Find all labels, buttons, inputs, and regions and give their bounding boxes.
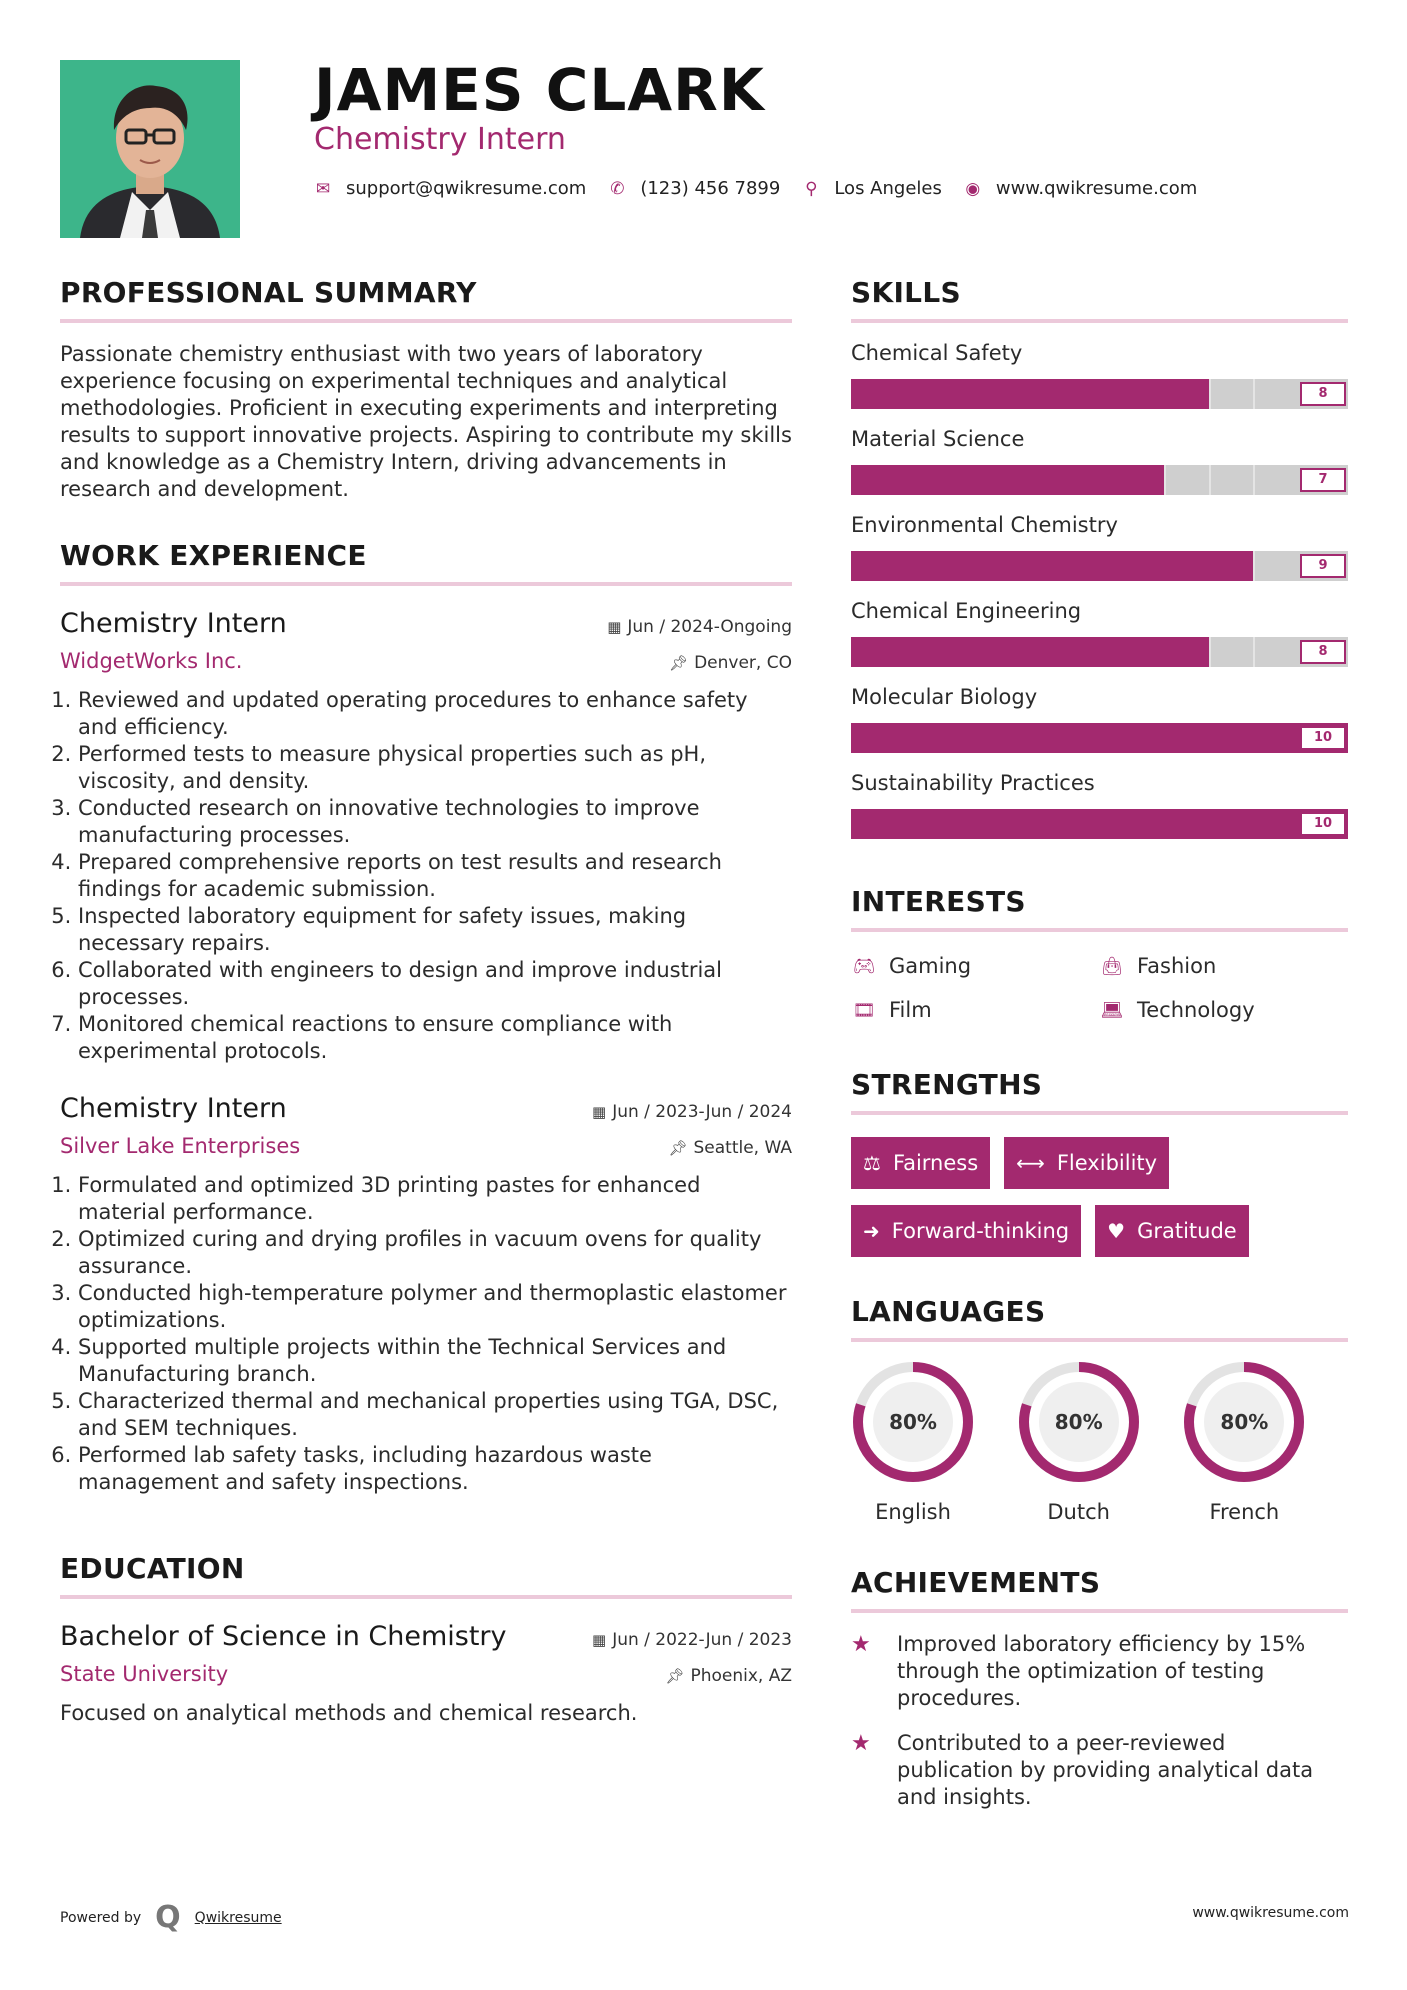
language-percent: 80% bbox=[1220, 1410, 1269, 1434]
job-company: WidgetWorks Inc. bbox=[60, 649, 243, 673]
skill-bar-segment bbox=[1119, 637, 1121, 667]
job-location-text: Seattle, WA bbox=[693, 1138, 792, 1158]
interest-label: Gaming bbox=[889, 954, 972, 978]
skill-bar-segment bbox=[1119, 465, 1121, 495]
skill-bar-segment bbox=[940, 379, 942, 409]
left-column bbox=[60, 276, 792, 1727]
skill-bar-segment bbox=[1209, 723, 1211, 753]
globe-icon: ◉ bbox=[965, 178, 981, 199]
skill-bar-segment bbox=[1075, 465, 1077, 495]
languages-list bbox=[851, 1360, 1348, 1524]
skill-bar-segment bbox=[1164, 637, 1166, 667]
skill-bar-segment bbox=[1164, 465, 1166, 495]
achievement-item bbox=[851, 1730, 1348, 1811]
education-heading: EDUCATION bbox=[60, 1552, 245, 1585]
skill-bar-segment bbox=[1075, 637, 1077, 667]
interests-heading: INTERESTS bbox=[851, 885, 1026, 918]
skill-bar-fill bbox=[851, 551, 1253, 581]
powered-by-label: Powered by bbox=[60, 1909, 142, 1926]
skill-bar-segment bbox=[1253, 551, 1255, 581]
skill-bar-segment bbox=[896, 379, 898, 409]
skill-bar-segment bbox=[940, 723, 942, 753]
skill-bar-segment bbox=[1119, 809, 1121, 839]
contact-phone[interactable]: (123) 456 7899 bbox=[640, 178, 781, 199]
strength-label: Fairness bbox=[892, 1151, 979, 1175]
qwikresume-logo-icon: Q bbox=[155, 1900, 181, 1935]
skill-bar-segment bbox=[985, 723, 987, 753]
list-item: 7. Monitored chemical reactions to ensure compliance with experimental protocols. bbox=[78, 1011, 792, 1065]
section-divider bbox=[60, 1595, 792, 1599]
job-location-text: Denver, CO bbox=[694, 653, 792, 673]
achievement-text: Improved laboratory efficiency by 15% through the optimization of testing procedures. bbox=[897, 1632, 1306, 1710]
interest-label: Technology bbox=[1137, 998, 1255, 1022]
skill-item bbox=[851, 599, 1348, 667]
job-date-text: Jun / 2023-Jun / 2024 bbox=[612, 1102, 792, 1122]
strength-badge bbox=[851, 1205, 1081, 1257]
section-divider bbox=[851, 928, 1348, 932]
language-ring bbox=[1017, 1360, 1141, 1484]
skill-bar-segment bbox=[1030, 379, 1032, 409]
list-item: 2. Optimized curing and drying profiles in vacuum ovens for quality assurance. bbox=[78, 1226, 792, 1280]
balance-scale-icon: ⚖ bbox=[863, 1151, 881, 1175]
skill-bar-segment bbox=[940, 465, 942, 495]
list-item: 5. Characterized thermal and mechanical properties using TGA, DSC, and SEM techniques. bbox=[78, 1388, 792, 1442]
degree-title: Bachelor of Science in Chemistry bbox=[60, 1621, 507, 1652]
skill-bar bbox=[851, 809, 1348, 839]
pushpin-icon: 📌︎ bbox=[668, 1139, 688, 1157]
shopping-bag-icon: 👜︎ bbox=[1100, 955, 1124, 977]
candidate-name: JAMES CLARK bbox=[314, 56, 765, 124]
job-date bbox=[607, 617, 792, 637]
phone-icon: ✆ bbox=[610, 178, 625, 199]
skill-bar-segment bbox=[896, 551, 898, 581]
skill-bar bbox=[851, 465, 1348, 495]
footer-powered-by bbox=[60, 1900, 282, 1935]
education-location bbox=[665, 1666, 792, 1686]
education-location-text: Phoenix, AZ bbox=[690, 1666, 792, 1686]
skill-bar bbox=[851, 379, 1348, 409]
skill-value: 9 bbox=[1300, 554, 1346, 578]
list-item: 4. Supported multiple projects within the Technical Services and Manufacturing branch. bbox=[78, 1334, 792, 1388]
strengths-heading: STRENGTHS bbox=[851, 1068, 1043, 1101]
skill-value: 7 bbox=[1300, 468, 1346, 492]
skill-bar-segment bbox=[1209, 379, 1211, 409]
skill-bar-segment bbox=[1119, 551, 1121, 581]
right-column bbox=[851, 276, 1348, 1811]
experience-heading: WORK EXPERIENCE bbox=[60, 539, 367, 572]
skill-bar-segment bbox=[1164, 379, 1166, 409]
skill-bar-segment bbox=[940, 551, 942, 581]
education-date bbox=[592, 1630, 792, 1650]
achievements-heading: ACHIEVEMENTS bbox=[851, 1566, 1101, 1599]
skill-item bbox=[851, 771, 1348, 839]
brand-link[interactable]: Qwikresume bbox=[194, 1909, 282, 1926]
contact-email[interactable]: support@qwikresume.com bbox=[346, 178, 587, 199]
skill-bar-segment bbox=[1253, 809, 1255, 839]
skill-bar-segment bbox=[1209, 809, 1211, 839]
section-divider bbox=[851, 1338, 1348, 1342]
list-item: 5. Inspected laboratory equipment for safety issues, making necessary repairs. bbox=[78, 903, 792, 957]
skill-bar-segment bbox=[896, 637, 898, 667]
heart-icon: ♥ bbox=[1107, 1219, 1126, 1243]
skill-bar bbox=[851, 551, 1348, 581]
contact-website[interactable]: www.qwikresume.com bbox=[995, 178, 1198, 199]
skill-bar-fill bbox=[851, 723, 1348, 753]
skill-bar-segment bbox=[985, 379, 987, 409]
language-name: Dutch bbox=[1047, 1500, 1110, 1524]
skill-bar-segment bbox=[1075, 379, 1077, 409]
summary-section bbox=[60, 276, 792, 503]
footer-url[interactable]: www.qwikresume.com bbox=[1192, 1905, 1349, 1921]
skill-bar-segment bbox=[1075, 551, 1077, 581]
languages-heading: LANGUAGES bbox=[851, 1295, 1046, 1328]
languages-section bbox=[851, 1295, 1348, 1524]
skill-bar-segment bbox=[1164, 809, 1166, 839]
skills-list bbox=[851, 341, 1348, 839]
skill-bar-segment bbox=[1030, 551, 1032, 581]
list-item: 1. Formulated and optimized 3D printing pastes for enhanced material performance. bbox=[78, 1172, 792, 1226]
strength-label: Forward-thinking bbox=[891, 1219, 1070, 1243]
list-item: 2. Performed tests to measure physical properties such as pH, viscosity, and density. bbox=[78, 741, 792, 795]
list-item: 3. Conducted research on innovative technologies to improve manufacturing processes. bbox=[78, 795, 792, 849]
section-divider bbox=[851, 1609, 1348, 1613]
list-item: 4. Prepared comprehensive reports on test results and research findings for academic submission. bbox=[78, 849, 792, 903]
language-item bbox=[851, 1360, 1017, 1524]
language-percent: 80% bbox=[889, 1410, 937, 1434]
job-entry bbox=[60, 1093, 792, 1496]
skill-bar-segment bbox=[1164, 723, 1166, 753]
laptop-icon: 💻︎ bbox=[1100, 999, 1124, 1021]
skill-name: Environmental Chemistry bbox=[851, 513, 1118, 537]
section-divider bbox=[60, 582, 792, 586]
skill-item bbox=[851, 685, 1348, 753]
film-icon: 🎞︎ bbox=[852, 999, 876, 1021]
skill-bar-segment bbox=[1075, 809, 1077, 839]
skill-bar-segment bbox=[1030, 723, 1032, 753]
skill-bar-segment bbox=[1119, 723, 1121, 753]
language-name: English bbox=[875, 1500, 951, 1524]
skill-name: Sustainability Practices bbox=[851, 771, 1095, 795]
skill-bar-segment bbox=[1253, 723, 1255, 753]
interest-item bbox=[1099, 998, 1347, 1022]
skill-name: Chemical Safety bbox=[851, 341, 1023, 365]
language-percent: 80% bbox=[1054, 1410, 1103, 1434]
skill-bar-segment bbox=[1209, 551, 1211, 581]
strength-badge bbox=[851, 1137, 990, 1189]
strengths-section bbox=[851, 1068, 1348, 1257]
interest-label: Film bbox=[889, 998, 932, 1022]
strength-badge bbox=[1004, 1137, 1169, 1189]
job-date bbox=[592, 1102, 792, 1122]
calendar-icon: ▦ bbox=[592, 1631, 607, 1649]
list-item: 1. Reviewed and updated operating procedures to enhance safety and efficiency. bbox=[78, 687, 792, 741]
skill-name: Material Science bbox=[851, 427, 1025, 451]
skill-bar-segment bbox=[1164, 551, 1166, 581]
list-item: 6. Performed lab safety tasks, including hazardous waste management and safety inspections. bbox=[78, 1442, 792, 1496]
section-divider bbox=[851, 319, 1348, 323]
skill-bar-segment bbox=[1209, 637, 1211, 667]
language-ring bbox=[851, 1360, 975, 1484]
skill-value: 8 bbox=[1300, 640, 1346, 664]
skill-bar-segment bbox=[1253, 465, 1255, 495]
language-ring bbox=[1182, 1360, 1306, 1484]
skill-bar-segment bbox=[896, 723, 898, 753]
interest-item bbox=[1099, 954, 1347, 978]
calendar-icon: ▦ bbox=[607, 618, 622, 636]
interest-label: Fashion bbox=[1137, 954, 1217, 978]
map-pin-icon: ⚲ bbox=[805, 178, 818, 199]
skill-bar-segment bbox=[1075, 723, 1077, 753]
skill-bar-fill bbox=[851, 809, 1348, 839]
calendar-icon: ▦ bbox=[592, 1103, 607, 1121]
skill-bar-segment bbox=[1030, 465, 1032, 495]
education-date-text: Jun / 2022-Jun / 2023 bbox=[612, 1630, 792, 1650]
job-title: Chemistry Intern bbox=[60, 1093, 287, 1124]
job-location bbox=[669, 653, 792, 673]
job-bullets bbox=[60, 687, 792, 1065]
skill-bar-segment bbox=[985, 551, 987, 581]
education-entry bbox=[60, 1621, 792, 1727]
language-item bbox=[1017, 1360, 1183, 1524]
job-date-text: Jun / 2024-Ongoing bbox=[627, 617, 792, 637]
strength-label: Gratitude bbox=[1137, 1219, 1237, 1243]
envelope-icon: ✉ bbox=[315, 178, 331, 199]
strength-badge bbox=[1095, 1205, 1249, 1257]
strength-label: Flexibility bbox=[1056, 1151, 1158, 1175]
strengths-list bbox=[851, 1137, 1348, 1257]
contact-location: Los Angeles bbox=[834, 178, 942, 199]
skill-bar-segment bbox=[1209, 465, 1211, 495]
school-name: State University bbox=[60, 1662, 229, 1686]
experience-section bbox=[60, 539, 792, 1496]
skill-name: Molecular Biology bbox=[851, 685, 1038, 709]
profile-photo bbox=[60, 60, 240, 238]
skill-item bbox=[851, 341, 1348, 409]
achievement-item bbox=[851, 1631, 1348, 1712]
star-icon: ★ bbox=[851, 1731, 871, 1756]
skill-bar-segment bbox=[1030, 809, 1032, 839]
arrow-right-icon: ➜ bbox=[863, 1219, 880, 1243]
skill-bar-segment bbox=[985, 465, 987, 495]
gamepad-icon: 🎮︎ bbox=[852, 955, 876, 977]
skill-bar-segment bbox=[1253, 637, 1255, 667]
candidate-title: Chemistry Intern bbox=[314, 122, 566, 157]
interests-section bbox=[851, 885, 1348, 1022]
skill-bar-segment bbox=[985, 809, 987, 839]
skill-value: 10 bbox=[1300, 812, 1346, 836]
skill-value: 10 bbox=[1300, 726, 1346, 750]
arrows-horizontal-icon: ⟷ bbox=[1016, 1151, 1045, 1175]
skill-bar-segment bbox=[940, 637, 942, 667]
summary-heading: PROFESSIONAL SUMMARY bbox=[60, 276, 477, 309]
skill-bar-segment bbox=[940, 809, 942, 839]
education-section bbox=[60, 1552, 792, 1727]
skill-bar bbox=[851, 723, 1348, 753]
skill-bar bbox=[851, 637, 1348, 667]
job-company: Silver Lake Enterprises bbox=[60, 1134, 301, 1158]
achievements-section bbox=[851, 1566, 1348, 1811]
list-item: 6. Collaborated with engineers to design and improve industrial processes. bbox=[78, 957, 792, 1011]
achievement-text: Contributed to a peer-reviewed publication by providing analytical data and insights. bbox=[897, 1731, 1314, 1809]
pushpin-icon: 📌︎ bbox=[669, 654, 689, 672]
skill-item bbox=[851, 513, 1348, 581]
star-icon: ★ bbox=[851, 1632, 871, 1657]
skill-bar-segment bbox=[985, 637, 987, 667]
job-entry bbox=[60, 608, 792, 1065]
job-title: Chemistry Intern bbox=[60, 608, 287, 639]
skill-item bbox=[851, 427, 1348, 495]
interest-item bbox=[851, 998, 1099, 1022]
language-item bbox=[1182, 1360, 1348, 1524]
skill-bar-segment bbox=[1253, 379, 1255, 409]
section-divider bbox=[851, 1111, 1348, 1115]
skills-section bbox=[851, 276, 1348, 839]
skill-bar-segment bbox=[1030, 637, 1032, 667]
skill-bar-segment bbox=[1119, 379, 1121, 409]
skills-heading: SKILLS bbox=[851, 276, 961, 309]
skill-bar-segment bbox=[896, 809, 898, 839]
job-location bbox=[668, 1138, 792, 1158]
section-divider bbox=[60, 319, 792, 323]
skill-bar-segment bbox=[896, 465, 898, 495]
skill-value: 8 bbox=[1300, 382, 1346, 406]
language-name: French bbox=[1209, 1500, 1280, 1524]
education-description: Focused on analytical methods and chemical research. bbox=[60, 1701, 638, 1725]
contact-bar bbox=[314, 178, 1219, 199]
list-item: 3. Conducted high-temperature polymer and thermoplastic elastomer optimizations. bbox=[78, 1280, 792, 1334]
summary-text: Passionate chemistry enthusiast with two years of laboratory experience focusing on experimental techniques and analytical methodologies. Proficient in executing experiments and interpreting results to support innovative projects. Aspiring to contribute my skills and knowledge as a Chemistry Intern, driving advancements in research and development. bbox=[60, 342, 792, 501]
interests-list bbox=[851, 954, 1348, 1022]
job-bullets bbox=[60, 1172, 792, 1496]
skill-name: Chemical Engineering bbox=[851, 599, 1082, 623]
interest-item bbox=[851, 954, 1099, 978]
pushpin-icon: 📌︎ bbox=[665, 1667, 685, 1685]
